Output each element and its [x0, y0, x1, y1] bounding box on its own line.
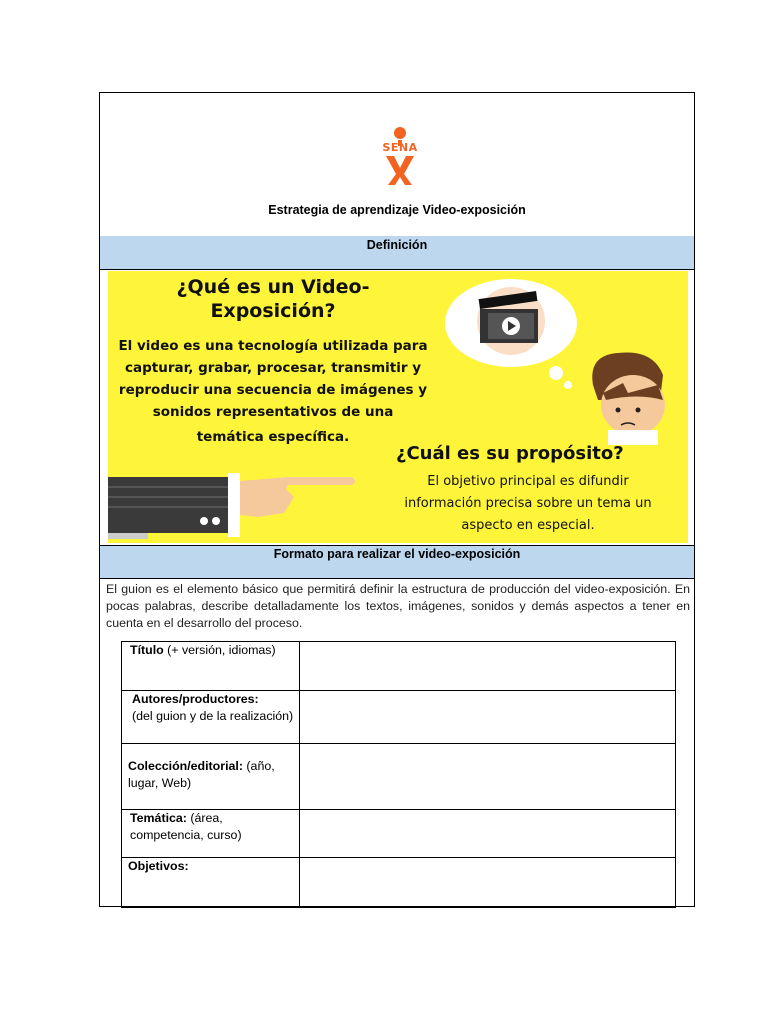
- row-label-coleccion: [122, 744, 300, 810]
- row-label-objetivos: [122, 858, 300, 907]
- sena-logo: [372, 127, 428, 185]
- label-detail: (año, lugar, Web): [128, 759, 275, 790]
- def-line-2: capturar, grabar, procesar, transmitir y: [124, 360, 422, 376]
- row-label-titulo: [122, 642, 300, 691]
- infographic-question-1: [108, 275, 438, 323]
- def-line-1: El video es una tecnología utilizada para: [118, 338, 428, 354]
- label-detail: (del guion y de la realización): [132, 709, 294, 723]
- input-cell-coleccion[interactable]: [300, 744, 676, 810]
- infographic-definition: [118, 335, 428, 423]
- section-formato: Formato para realizar el video-exposición: [100, 545, 694, 579]
- purpose-line-3: aspecto en especial.: [461, 518, 595, 533]
- def-line-4: sonidos representativos de una: [152, 404, 394, 420]
- table-row: [122, 810, 676, 858]
- thought-bubble-illustration: [438, 275, 688, 445]
- sena-figure-icon: [372, 127, 428, 185]
- table-row: [122, 858, 676, 907]
- input-cell-autores[interactable]: [300, 691, 676, 744]
- label-bold: Temática:: [130, 811, 187, 825]
- purpose-line-1: El objetivo principal es difundir: [427, 474, 629, 489]
- def-line-5: temática específica.: [196, 429, 350, 445]
- row-label-tematica: [122, 810, 300, 858]
- label-detail: (+ versión, idiomas): [163, 643, 276, 657]
- q1-line-2: Exposición?: [210, 300, 336, 322]
- q1-line-1: ¿Qué es un Video-: [176, 276, 370, 298]
- purpose-line-2: información precisa sobre un tema un: [404, 496, 652, 511]
- infographic-purpose: [368, 471, 688, 537]
- table-row: [122, 642, 676, 691]
- def-line-3: reproducir una secuencia de imágenes y: [118, 382, 428, 398]
- input-cell-objetivos[interactable]: [300, 858, 676, 907]
- intro-paragraph: El guion es el elemento básico que permitirá definir la estructura de producción del video-exposición. En pocas palabras, describe detalladamente los textos, imágenes, sonidos y demás aspectos a tener en cuenta en el desarrollo del proceso.: [106, 582, 690, 630]
- label-detail: (área, competencia, curso): [130, 811, 242, 842]
- input-cell-titulo[interactable]: [300, 642, 676, 691]
- label-bold: Título: [130, 643, 164, 657]
- table-row: [122, 691, 676, 744]
- document-title: Estrategia de aprendizaje Video-exposición: [268, 203, 526, 217]
- row-label-autores: [122, 691, 300, 744]
- label-bold: Autores/productores:: [132, 692, 259, 706]
- pointing-hand-illustration: [108, 467, 358, 543]
- label-bold: Colección/editorial:: [128, 759, 243, 773]
- header-section: [100, 93, 694, 237]
- infographic-image: [108, 271, 688, 543]
- label-bold: Objetivos:: [128, 859, 189, 873]
- logo-text: SENA: [382, 141, 418, 154]
- section-definicion: Definición: [100, 236, 694, 270]
- table-row: [122, 744, 676, 810]
- document-frame: [99, 92, 695, 907]
- script-format-table: [121, 641, 676, 908]
- input-cell-tematica[interactable]: [300, 810, 676, 858]
- infographic-question-2: ¿Cuál es su propósito?: [396, 443, 624, 464]
